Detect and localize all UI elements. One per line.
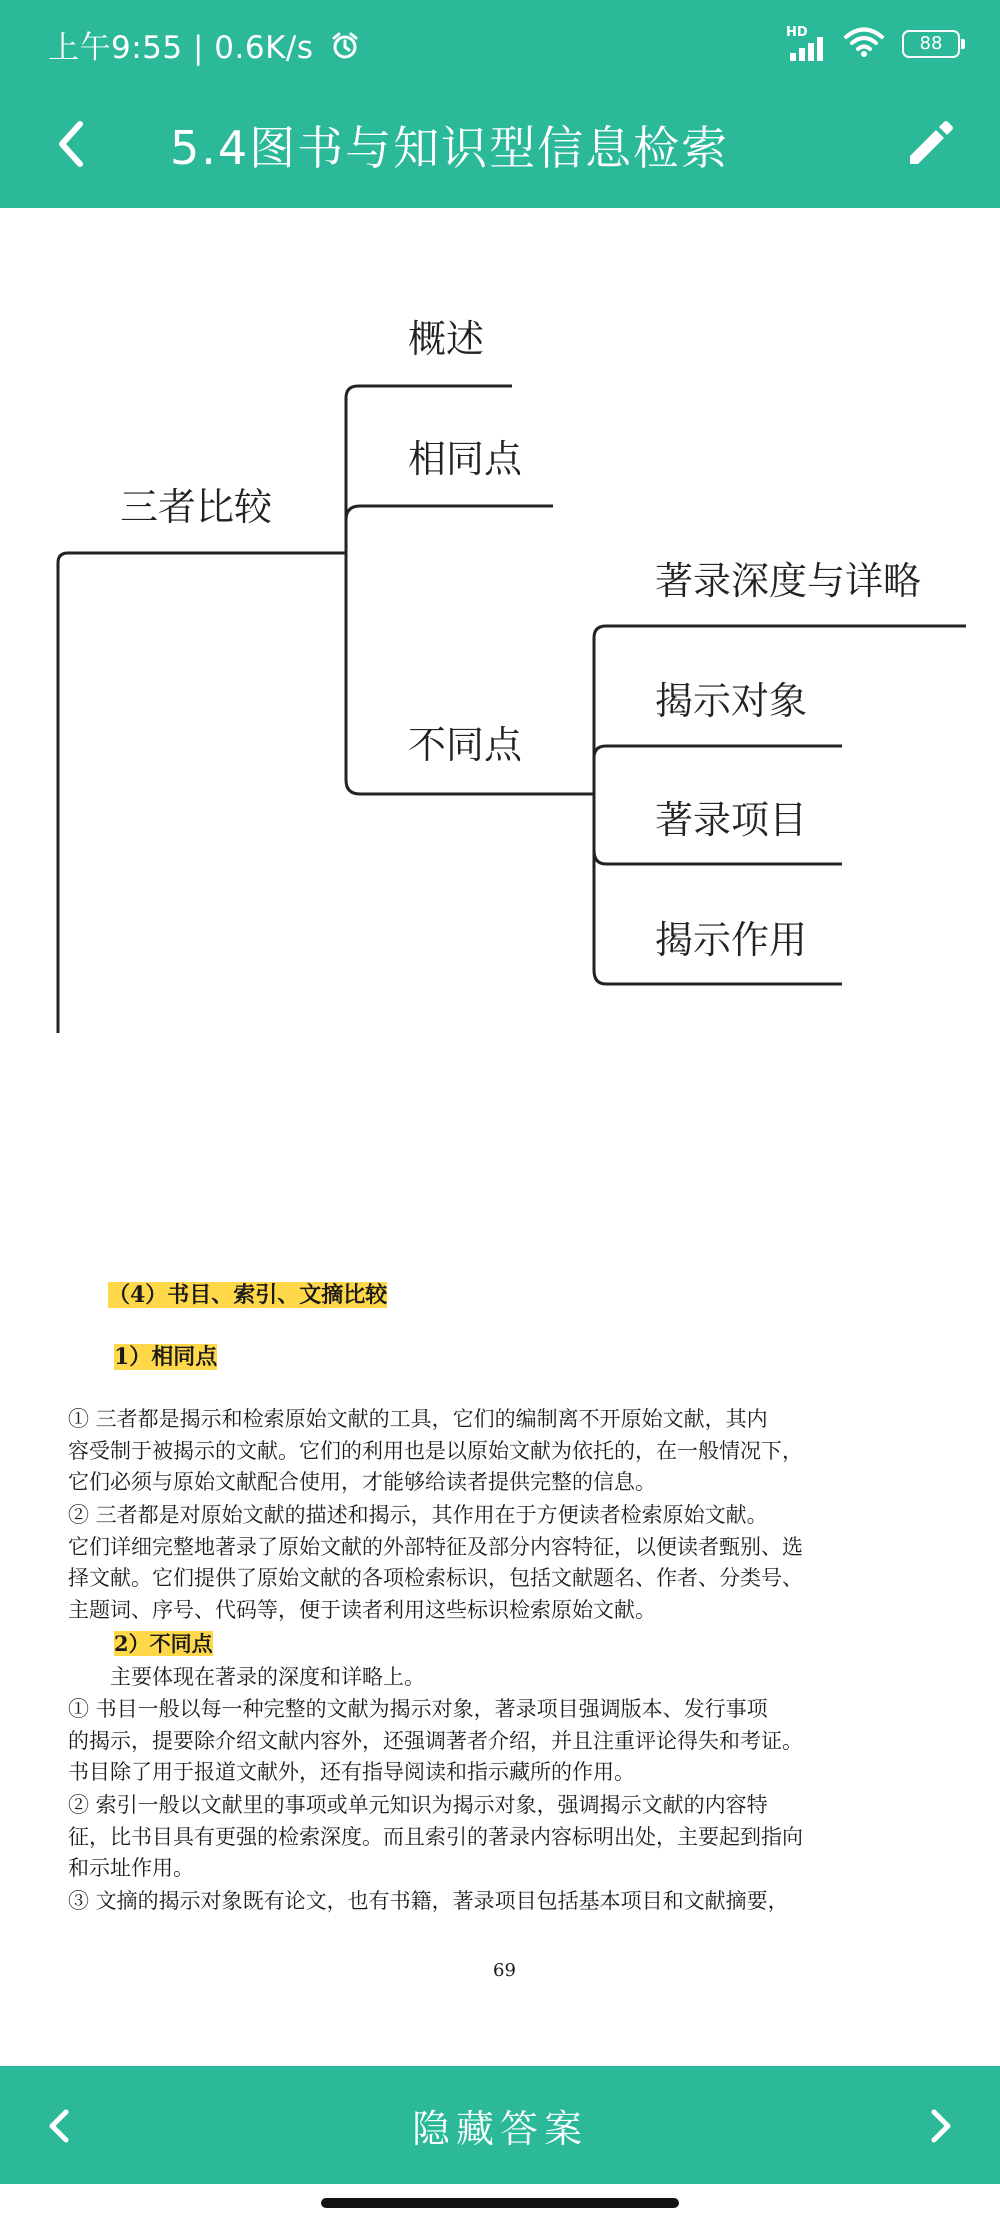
chevron-left-icon bbox=[44, 114, 104, 174]
scan-line: ② 索引一般以文献里的事项或单元知识为揭示对象，强调揭示文献的内容特 bbox=[68, 1793, 768, 1817]
scan-line: ③ 文摘的揭示对象既有论文，也有书籍，著录项目包括基本项目和文献摘要， bbox=[68, 1889, 789, 1913]
mindmap-root: 三者比较 bbox=[120, 485, 273, 529]
scan-subheading-differences: 2）不同点 bbox=[114, 1631, 213, 1656]
textbook-page-image bbox=[68, 1278, 948, 2008]
status-bar bbox=[0, 0, 1000, 84]
scan-page-number: 69 bbox=[493, 1960, 516, 1981]
scan-line: ② 三者都是对原始文献的描述和揭示，其作用在于方便读者检索原始文献。 bbox=[68, 1503, 768, 1527]
status-separator: | bbox=[192, 30, 215, 66]
scan-line: 主要体现在著录的深度和详略上。 bbox=[110, 1665, 425, 1689]
scan-line: 它们详细完整地著录了原始文献的外部特征及部分内容特征，以便读者甄别、选 bbox=[68, 1534, 803, 1559]
chevron-right-icon bbox=[920, 2104, 960, 2148]
mindmap-diff-function: 揭示作用 bbox=[655, 918, 808, 962]
mindmap-branch-similarities: 相同点 bbox=[408, 437, 523, 481]
scan-line: 它们必须与原始文献配合使用，才能够给读者提供完整的信息。 bbox=[68, 1470, 656, 1494]
scan-paragraph-4 bbox=[68, 1694, 948, 1789]
signal-icon bbox=[786, 25, 826, 59]
alarm-icon bbox=[330, 31, 360, 69]
page-title: 5.4图书与知识型信息检索 bbox=[170, 121, 730, 175]
pencil-icon bbox=[900, 114, 960, 174]
status-left bbox=[48, 22, 360, 69]
scan-line: 的揭示，提要除介绍文献内容外，还强调著者介绍，并且注重评论得失和考证。 bbox=[68, 1728, 803, 1753]
network-badge: HD bbox=[786, 25, 808, 40]
scan-paragraph-6 bbox=[68, 1886, 948, 1918]
scan-line: 主题词、序号、代码等，便于读者利用这些标识检索原始文献。 bbox=[68, 1597, 656, 1622]
scan-subheading-similarities: 1）相同点 bbox=[114, 1344, 218, 1370]
scan-line: ① 三者都是揭示和检索原始文献的工具，它们的编制离不开原始文献，其内 bbox=[68, 1407, 768, 1431]
gesture-bar bbox=[0, 2184, 1000, 2222]
scan-line: 容受制于被揭示的文献。它们的利用也是以原始文献为依托的，在一般情况下， bbox=[68, 1438, 803, 1463]
scan-paragraph-3 bbox=[68, 1662, 948, 1694]
mindmap-diff-items: 著录项目 bbox=[655, 798, 808, 842]
battery-icon bbox=[902, 30, 960, 58]
scan-paragraph-5 bbox=[68, 1790, 948, 1885]
home-indicator[interactable] bbox=[321, 2198, 679, 2208]
scan-heading: （4）书目、索引、文摘比较 bbox=[108, 1282, 388, 1308]
scan-line: ① 书目一般以每一种完整的文献为揭示对象，著录项目强调版本、发行事项 bbox=[68, 1697, 768, 1721]
mind-map bbox=[0, 208, 1000, 1108]
mindmap-diff-object: 揭示对象 bbox=[655, 679, 808, 723]
battery-level: 88 bbox=[919, 33, 943, 54]
scan-line: 征，比书目具有更强的检索深度。而且索引的著录内容标明出处，主要起到指向 bbox=[68, 1824, 803, 1849]
scan-line: 书目除了用于报道文献外，还有指导阅读和指示藏所的作用。 bbox=[68, 1760, 635, 1784]
status-network-speed: 0.6K/s bbox=[214, 30, 314, 66]
edit-button[interactable] bbox=[900, 114, 960, 174]
mindmap-branch-differences: 不同点 bbox=[408, 723, 523, 767]
hide-answer-button[interactable]: 隐藏答案 bbox=[411, 2107, 588, 2151]
scan-line: 择文献。它们提供了原始文献的各项检索标识，包括文献题名、作者、分类号、 bbox=[68, 1566, 803, 1590]
back-button[interactable] bbox=[44, 114, 104, 174]
mindmap-branch-overview: 概述 bbox=[408, 317, 485, 361]
wifi-icon bbox=[844, 26, 884, 62]
scan-line: 和示址作用。 bbox=[68, 1856, 194, 1880]
content-area bbox=[0, 208, 1000, 2066]
app-header-area bbox=[0, 0, 1000, 208]
scan-paragraph-2 bbox=[68, 1500, 948, 1626]
mindmap-diff-depth: 著录深度与详略 bbox=[655, 559, 922, 603]
scan-paragraph-1 bbox=[68, 1404, 948, 1499]
next-button[interactable] bbox=[920, 2104, 960, 2148]
bottom-bar bbox=[0, 2066, 1000, 2184]
status-time: 上午9:55 bbox=[48, 30, 183, 66]
navigation-bar bbox=[0, 84, 1000, 208]
status-right bbox=[786, 24, 960, 64]
